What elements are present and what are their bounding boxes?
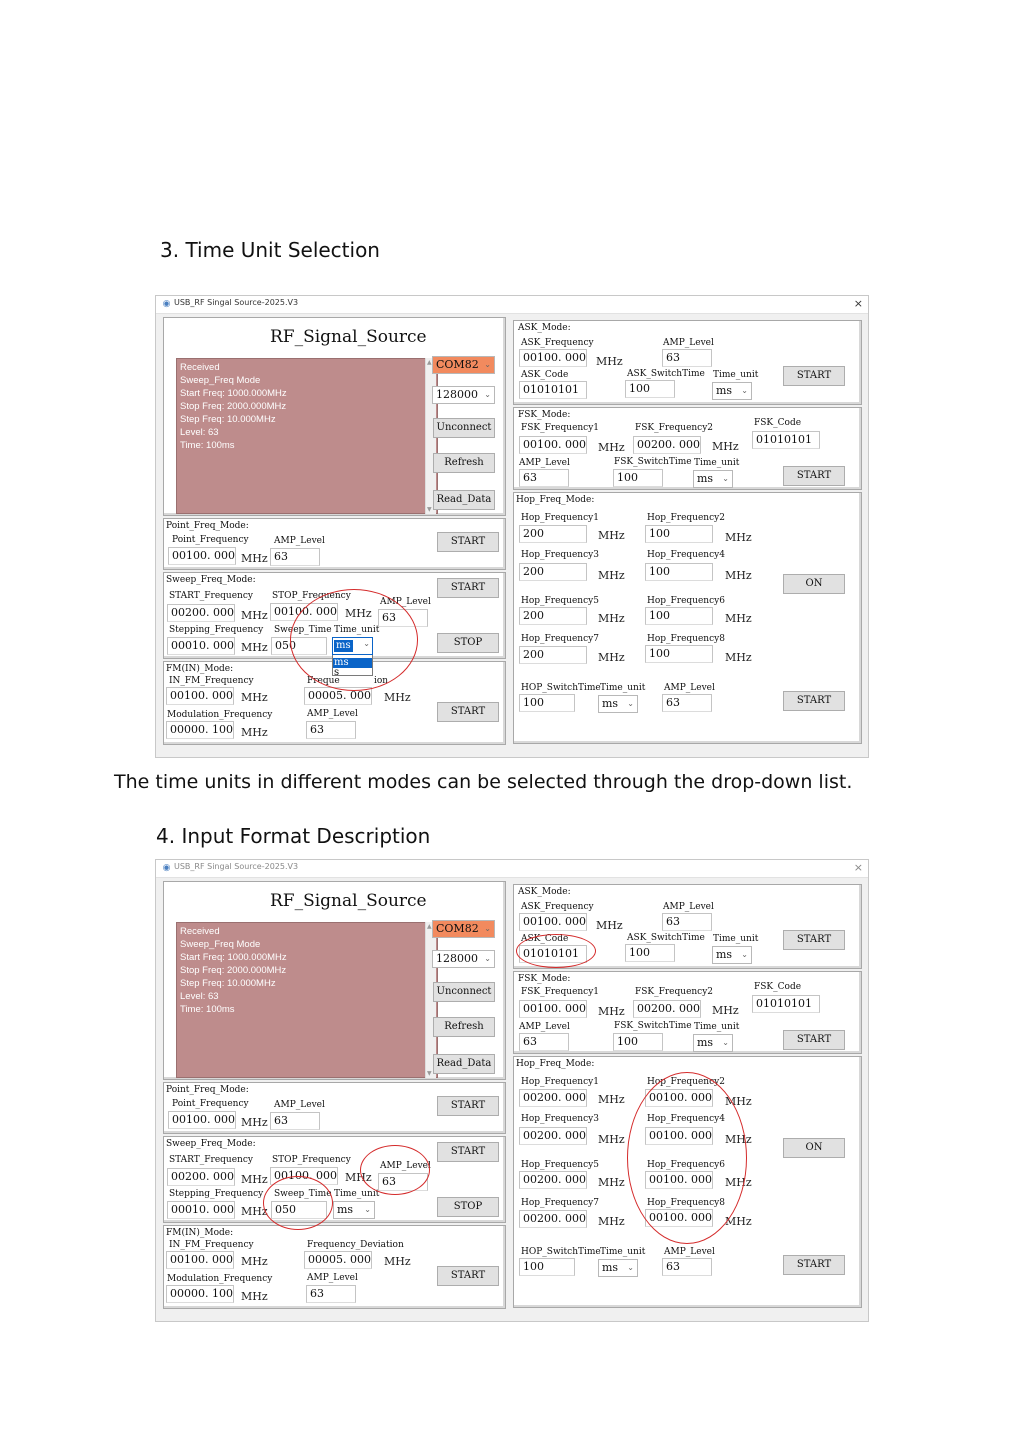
hop-f3-label: Hop_Frequency3 — [521, 550, 599, 560]
unit-mhz: MHz — [241, 609, 268, 622]
hop-start-button[interactable]: START — [783, 1255, 845, 1275]
unit-mhz: MHz — [725, 569, 752, 582]
log-line: Sweep_Freq Mode — [180, 375, 261, 386]
log-line: Step Freq: 10.000MHz — [180, 414, 276, 425]
hop-mode-label: Hop_Freq_Mode: — [516, 495, 595, 505]
sweep-step-label: Stepping_Frequency — [169, 1189, 264, 1199]
hop-switch-input[interactable]: 100 — [519, 694, 575, 712]
hop-mode-label: Hop_Freq_Mode: — [516, 1059, 595, 1069]
unit-mhz: MHz — [241, 1116, 268, 1129]
point-mode-label: Point_Freq_Mode: — [166, 521, 249, 531]
scroll-up-icon[interactable]: ▲ — [427, 359, 432, 366]
fsk-f1-input[interactable]: 00100. 000 — [519, 1000, 587, 1018]
ask-mode-label: ASK_Mode: — [518, 323, 571, 333]
window-title: USB_RF Singal Source-2025.V3 — [174, 298, 299, 307]
control-panel — [163, 317, 506, 516]
annotation-circle-ask-code — [516, 934, 596, 968]
fm-dev-label-b: ion — [374, 676, 389, 686]
baud-select[interactable] — [432, 386, 495, 404]
hop-f6-label: Hop_Frequency6 — [647, 1160, 725, 1170]
fsk-f2-label: FSK_Frequency2 — [635, 987, 714, 997]
hop-f2-label: Hop_Frequency2 — [647, 513, 725, 523]
sweep-unit-value: ms — [336, 640, 351, 651]
point-freq-panel — [163, 1082, 506, 1134]
hop-unit-select[interactable] — [598, 695, 638, 713]
fsk-unit-select[interactable] — [693, 1034, 733, 1052]
fsk-code-label: FSK_Code — [754, 418, 802, 428]
ask-switch-input[interactable]: 100 — [625, 944, 675, 962]
ask-code-input[interactable]: 01010101 — [519, 945, 587, 963]
unit-mhz: MHz — [241, 1205, 268, 1218]
refresh-button[interactable]: Refresh — [433, 453, 495, 473]
ask-switch-input[interactable]: 100 — [625, 380, 675, 398]
unit-mhz: MHz — [725, 1095, 752, 1108]
fsk-mode-panel — [513, 407, 862, 490]
fsk-mode-label: FSK_Mode: — [518, 410, 571, 420]
unit-mhz: MHz — [596, 919, 623, 932]
fm-dev-input[interactable]: 00005. 000 — [304, 1251, 372, 1269]
unit-mhz: MHz — [241, 691, 268, 704]
fm-mod-input[interactable]: 00000. 100 — [166, 1285, 234, 1303]
received-log — [176, 922, 438, 1078]
unit-mhz: MHz — [725, 1133, 752, 1146]
ask-start-button[interactable]: START — [783, 930, 845, 950]
ask-unit-label: Time_unit — [713, 934, 759, 944]
log-line: Received — [180, 362, 220, 373]
point-amp-input[interactable]: 63 — [270, 548, 320, 566]
hop-unit-value: ms — [602, 1261, 619, 1274]
unit-mhz: MHz — [725, 651, 752, 664]
fsk-f1-input[interactable]: 00100. 000 — [519, 436, 587, 454]
unit-mhz: MHz — [725, 531, 752, 544]
hop-f1-label: Hop_Frequency1 — [521, 513, 599, 523]
unit-mhz: MHz — [598, 651, 625, 664]
sweep-stop-button[interactable]: STOP — [437, 1197, 499, 1217]
chevron-down-icon: ⌄ — [741, 950, 748, 959]
fm-start-button[interactable]: START — [437, 702, 499, 722]
fm-in-input[interactable]: 00100. 000 — [166, 687, 234, 705]
hop-unit-label: Time_unit — [600, 683, 646, 693]
sweep-start-label: START_Frequency — [169, 591, 253, 601]
sweep-time-input[interactable]: 050 — [271, 637, 327, 655]
fsk-unit-label: Time_unit — [694, 458, 740, 468]
fsk-start-button[interactable]: START — [783, 466, 845, 486]
unconnect-button[interactable]: Unconnect — [433, 418, 495, 438]
unit-mhz: MHz — [598, 1215, 625, 1228]
hop-f1-input[interactable]: 00200. 000 — [519, 1089, 587, 1107]
hop-unit-value: ms — [602, 697, 619, 710]
log-line: Level: 63 — [180, 427, 219, 438]
fsk-f2-label: FSK_Frequency2 — [635, 423, 714, 433]
app-title: RF_Signal_Source — [270, 327, 427, 347]
log-line: Start Freq: 1000.000MHz — [180, 388, 287, 399]
chevron-down-icon: ⌄ — [627, 1263, 634, 1272]
hop-amp-input[interactable]: 63 — [662, 694, 712, 712]
title-bar — [156, 296, 868, 314]
hop-f1-label: Hop_Frequency1 — [521, 1077, 599, 1087]
point-freq-label: Point_Frequency — [172, 1099, 249, 1109]
fm-amp-input[interactable]: 63 — [306, 721, 356, 739]
hop-f8-input[interactable]: 100 — [645, 645, 713, 663]
chevron-down-icon: ⌄ — [484, 390, 491, 399]
hop-amp-input[interactable]: 63 — [662, 1258, 712, 1276]
sweep-start-label: START_Frequency — [169, 1155, 253, 1165]
hop-f4-input[interactable]: 00100. 000 — [645, 1127, 713, 1145]
close-icon[interactable]: × — [853, 297, 863, 310]
fm-amp-label: AMP_Level — [307, 1273, 358, 1283]
hop-f5-input[interactable]: 200 — [519, 607, 587, 625]
ask-mode-panel — [513, 320, 862, 405]
unit-mhz: MHz — [345, 1171, 372, 1184]
sweep-stop-input[interactable]: 00100. 000 — [270, 1167, 338, 1185]
sweep-amp-input[interactable]: 63 — [378, 609, 428, 627]
sweep-unit-label: Time_unit — [334, 1189, 380, 1199]
fsk-f1-label: FSK_Frequency1 — [521, 423, 600, 433]
fsk-switch-label: FSK_SwitchTime — [614, 457, 692, 467]
fsk-unit-value: ms — [697, 472, 714, 485]
unit-mhz: MHz — [725, 1176, 752, 1189]
unit-mhz: MHz — [598, 612, 625, 625]
time-unit-caption: The time units in different modes can be selected through the drop-down list. — [114, 771, 853, 793]
ask-unit-select[interactable] — [712, 946, 752, 964]
signal-icon: ◉ — [162, 863, 171, 873]
sweep-unit-label: Time_unit — [334, 625, 380, 635]
hop-amp-label: AMP_Level — [664, 1247, 715, 1257]
point-freq-panel — [163, 518, 506, 570]
annotation-circle-hop-frequencies — [627, 1072, 747, 1244]
signal-icon: ◉ — [162, 299, 171, 309]
fsk-unit-value: ms — [697, 1036, 714, 1049]
fsk-switch-input[interactable]: 100 — [613, 469, 663, 487]
log-line: Stop Freq: 2000.000MHz — [180, 965, 287, 976]
chevron-down-icon: ⌄ — [364, 1205, 371, 1214]
hop-f1-input[interactable]: 200 — [519, 525, 587, 543]
control-panel — [163, 881, 506, 1080]
dropdown-option-ms[interactable]: ms — [333, 658, 372, 668]
point-start-button[interactable]: START — [437, 532, 499, 552]
unit-mhz: MHz — [384, 691, 411, 704]
hop-unit-label: Time_unit — [600, 1247, 646, 1257]
fsk-amp-label: AMP_Level — [519, 1022, 570, 1032]
sweep-step-input[interactable]: 00010. 000 — [167, 1201, 235, 1219]
ask-switch-label: ASK_SwitchTime — [627, 933, 705, 943]
chevron-down-icon: ⌄ — [741, 386, 748, 395]
log-line: Level: 63 — [180, 991, 219, 1002]
hop-f8-input[interactable]: 00100. 000 — [645, 1209, 713, 1227]
sweep-mode-label: Sweep_Freq_Mode: — [166, 1139, 256, 1149]
baud-value: 128000 — [436, 952, 478, 965]
fsk-amp-input[interactable]: 63 — [519, 1033, 569, 1051]
fsk-amp-label: AMP_Level — [519, 458, 570, 468]
hop-f6-label: Hop_Frequency6 — [647, 596, 725, 606]
log-line: Step Freq: 10.000MHz — [180, 978, 276, 989]
fsk-start-button[interactable]: START — [783, 1030, 845, 1050]
com-port-value: COM82 — [436, 358, 479, 371]
title-bar — [156, 860, 868, 878]
unit-mhz: MHz — [241, 1173, 268, 1186]
sweep-stop-label: STOP_Frequency — [272, 1155, 351, 1165]
hop-on-button[interactable]: ON — [783, 1138, 845, 1158]
fm-amp-input[interactable]: 63 — [306, 1285, 356, 1303]
ask-freq-label: ASK_Frequency — [521, 338, 594, 348]
fsk-switch-label: FSK_SwitchTime — [614, 1021, 692, 1031]
unit-mhz: MHz — [598, 569, 625, 582]
sweep-stop-input[interactable]: 00100. 000 — [270, 603, 338, 621]
unit-mhz: MHz — [598, 529, 625, 542]
sweep-time-input[interactable]: 050 — [271, 1201, 327, 1219]
fsk-f2-input[interactable]: 00200. 000 — [633, 436, 701, 454]
unit-mhz: MHz — [712, 440, 739, 453]
hop-on-button[interactable]: ON — [783, 574, 845, 594]
sweep-mode-label: Sweep_Freq_Mode: — [166, 575, 256, 585]
hop-f8-label: Hop_Frequency8 — [647, 1198, 725, 1208]
annotation-circle-amp-level — [360, 1145, 430, 1195]
unit-mhz: MHz — [345, 607, 372, 620]
section-heading-input-format: 4. Input Format Description — [156, 824, 431, 848]
chevron-down-icon: ⌄ — [722, 474, 729, 483]
point-mode-label: Point_Freq_Mode: — [166, 1085, 249, 1095]
hop-mode-panel — [513, 492, 862, 744]
read-data-button[interactable]: Read_Data — [433, 1054, 495, 1074]
hop-amp-label: AMP_Level — [664, 683, 715, 693]
log-line: Stop Freq: 2000.000MHz — [180, 401, 287, 412]
sweep-start-button[interactable]: START — [437, 1142, 499, 1162]
scroll-down-icon[interactable]: ▼ — [427, 1070, 432, 1077]
hop-f3-input[interactable]: 00200. 000 — [519, 1127, 587, 1145]
hop-start-button[interactable]: START — [783, 691, 845, 711]
ask-unit-value: ms — [716, 948, 733, 961]
section-heading-time-unit: 3. Time Unit Selection — [160, 238, 380, 262]
baud-value: 128000 — [436, 388, 478, 401]
unit-mhz: MHz — [598, 1005, 625, 1018]
fsk-code-label: FSK_Code — [754, 982, 802, 992]
fm-mod-label: Modulation_Frequency — [167, 1274, 273, 1284]
ask-unit-value: ms — [716, 384, 733, 397]
window-title: USB_RF Singal Source-2025.V3 — [174, 862, 299, 871]
hop-f5-label: Hop_Frequency5 — [521, 1160, 599, 1170]
fm-in-label: IN_FM_Frequency — [169, 676, 254, 686]
ask-amp-input[interactable]: 63 — [662, 913, 712, 931]
baud-select[interactable] — [432, 950, 495, 968]
close-icon[interactable]: × — [853, 861, 863, 874]
sweep-start-input[interactable]: 00200. 000 — [167, 604, 235, 622]
point-start-button[interactable]: START — [437, 1096, 499, 1116]
hop-f3-label: Hop_Frequency3 — [521, 1114, 599, 1124]
unit-mhz: MHz — [598, 441, 625, 454]
unit-mhz: MHz — [598, 1093, 625, 1106]
hop-f4-label: Hop_Frequency4 — [647, 550, 725, 560]
fsk-amp-input[interactable]: 63 — [519, 469, 569, 487]
point-freq-input[interactable]: 00100. 000 — [168, 1111, 236, 1129]
ask-code-label: ASK_Code — [521, 370, 569, 380]
hop-f4-label: Hop_Frequency4 — [647, 1114, 725, 1124]
fsk-f2-input[interactable]: 00200. 000 — [633, 1000, 701, 1018]
unit-mhz: MHz — [725, 1215, 752, 1228]
ask-code-input[interactable]: 01010101 — [519, 381, 587, 399]
annotation-circle — [290, 589, 418, 691]
log-line: Time: 100ms — [180, 1004, 235, 1015]
hop-f2-input[interactable]: 100 — [645, 525, 713, 543]
log-line: Sweep_Freq Mode — [180, 939, 261, 950]
app-window-2 — [155, 859, 869, 1322]
hop-switch-label: HOP_SwitchTime — [521, 683, 601, 693]
chevron-down-icon: ⌄ — [484, 924, 491, 933]
com-port-value: COM82 — [436, 922, 479, 935]
sweep-start-button[interactable]: START — [437, 578, 499, 598]
com-port-select[interactable] — [432, 356, 495, 374]
sweep-amp-label: AMP_Level — [380, 597, 431, 607]
sweep-amp-input[interactable]: 63 — [378, 1173, 428, 1191]
hop-switch-input[interactable]: 100 — [519, 1258, 575, 1276]
hop-unit-select[interactable] — [598, 1259, 638, 1277]
hop-f7-label: Hop_Frequency7 — [521, 634, 599, 644]
hop-f2-label: Hop_Frequency2 — [647, 1077, 725, 1087]
point-freq-label: Point_Frequency — [172, 535, 249, 545]
log-line: Received — [180, 926, 220, 937]
hop-f7-label: Hop_Frequency7 — [521, 1198, 599, 1208]
sweep-freq-panel — [163, 1136, 506, 1223]
hop-f6-input[interactable]: 00100. 000 — [645, 1171, 713, 1189]
fsk-unit-select[interactable] — [693, 470, 733, 488]
chevron-down-icon: ⌄ — [363, 639, 370, 648]
unit-mhz: MHz — [725, 612, 752, 625]
sweep-start-input[interactable]: 00200. 000 — [167, 1168, 235, 1186]
sweep-unit-value: ms — [337, 1203, 354, 1216]
sweep-amp-label: AMP_Level — [380, 1161, 431, 1171]
hop-f5-input[interactable]: 00200. 000 — [519, 1171, 587, 1189]
hop-f6-input[interactable]: 100 — [645, 607, 713, 625]
unit-mhz: MHz — [598, 1176, 625, 1189]
unit-mhz: MHz — [241, 1255, 268, 1268]
unit-mhz: MHz — [384, 1255, 411, 1268]
fm-in-input[interactable]: 00100. 000 — [166, 1251, 234, 1269]
fm-dev-input[interactable]: 00005. 000 — [304, 687, 372, 705]
log-line: Time: 100ms — [180, 440, 235, 451]
sweep-unit-select[interactable] — [333, 1201, 375, 1219]
received-log — [176, 358, 438, 514]
com-port-select[interactable] — [432, 920, 495, 938]
point-freq-input[interactable]: 00100. 000 — [168, 547, 236, 565]
fm-amp-label: AMP_Level — [307, 709, 358, 719]
dropdown-option-s[interactable]: s — [334, 666, 340, 678]
fm-start-button[interactable]: START — [437, 1266, 499, 1286]
fm-mod-label: Modulation_Frequency — [167, 710, 273, 720]
ask-mode-label: ASK_Mode: — [518, 887, 571, 897]
fm-mode-label: FM(IN)_Mode: — [166, 1228, 234, 1238]
ask-freq-input[interactable]: 00100. 000 — [519, 349, 587, 367]
ask-code-label: ASK_Code — [521, 934, 569, 944]
fsk-mode-label: FSK_Mode: — [518, 974, 571, 984]
sweep-step-input[interactable]: 00010. 000 — [167, 637, 235, 655]
ask-freq-label: ASK_Frequency — [521, 902, 594, 912]
sweep-step-label: Stepping_Frequency — [169, 625, 264, 635]
fsk-mode-panel — [513, 971, 862, 1054]
point-amp-input[interactable]: 63 — [270, 1112, 320, 1130]
fm-mode-panel — [163, 1225, 506, 1309]
hop-f5-label: Hop_Frequency5 — [521, 596, 599, 606]
sweep-time-label: Sweep_Time — [274, 1189, 332, 1199]
fsk-switch-input[interactable]: 100 — [613, 1033, 663, 1051]
chevron-down-icon: ⌄ — [722, 1038, 729, 1047]
fm-dev-label-a: Freque — [307, 676, 340, 686]
hop-f2-input[interactable]: 00100. 000 — [645, 1089, 713, 1107]
ask-freq-input[interactable]: 00100. 000 — [519, 913, 587, 931]
ask-unit-label: Time_unit — [713, 370, 759, 380]
app-title: RF_Signal_Source — [270, 891, 427, 911]
hop-switch-label: HOP_SwitchTime — [521, 1247, 601, 1257]
point-amp-label: AMP_Level — [274, 1100, 325, 1110]
ask-amp-input[interactable]: 63 — [662, 349, 712, 367]
log-line: Start Freq: 1000.000MHz — [180, 952, 287, 963]
unit-mhz: MHz — [241, 1290, 268, 1303]
read-data-button[interactable]: Read_Data — [433, 490, 495, 510]
fm-in-label: IN_FM_Frequency — [169, 1240, 254, 1250]
fsk-f1-label: FSK_Frequency1 — [521, 987, 600, 997]
unit-mhz: MHz — [596, 355, 623, 368]
hop-f7-input[interactable]: 200 — [519, 646, 587, 664]
hop-f4-input[interactable]: 100 — [645, 563, 713, 581]
unit-mhz: MHz — [241, 552, 268, 565]
app-window-1 — [155, 295, 869, 758]
unit-mhz: MHz — [712, 1004, 739, 1017]
scroll-down-icon[interactable]: ▼ — [427, 506, 432, 513]
ask-amp-label: AMP_Level — [663, 902, 714, 912]
point-amp-label: AMP_Level — [274, 536, 325, 546]
ask-amp-label: AMP_Level — [663, 338, 714, 348]
sweep-stop-label: STOP_Frequency — [272, 591, 351, 601]
fm-mode-label: FM(IN)_Mode: — [166, 664, 234, 674]
hop-f7-input[interactable]: 00200. 000 — [519, 1210, 587, 1228]
fm-mod-input[interactable]: 00000. 100 — [166, 721, 234, 739]
fsk-unit-label: Time_unit — [694, 1022, 740, 1032]
ask-start-button[interactable]: START — [783, 366, 845, 386]
fm-dev-label: Frequency_Deviation — [307, 1240, 404, 1250]
hop-f3-input[interactable]: 200 — [519, 563, 587, 581]
unit-mhz: MHz — [241, 641, 268, 654]
annotation-circle-sweep-time — [263, 1176, 333, 1230]
unconnect-button[interactable]: Unconnect — [433, 982, 495, 1002]
fsk-code-input[interactable]: 01010101 — [752, 995, 820, 1013]
unit-mhz: MHz — [598, 1133, 625, 1146]
ask-switch-label: ASK_SwitchTime — [627, 369, 705, 379]
sweep-stop-button[interactable]: STOP — [437, 633, 499, 653]
chevron-down-icon: ⌄ — [484, 954, 491, 963]
scroll-up-icon[interactable]: ▲ — [427, 923, 432, 930]
sweep-time-label: Sweep_Time — [274, 625, 332, 635]
chevron-down-icon: ⌄ — [484, 360, 491, 369]
hop-f8-label: Hop_Frequency8 — [647, 634, 725, 644]
fsk-code-input[interactable]: 01010101 — [752, 431, 820, 449]
chevron-down-icon: ⌄ — [627, 699, 634, 708]
unit-mhz: MHz — [241, 726, 268, 739]
ask-unit-select[interactable] — [712, 382, 752, 400]
refresh-button[interactable]: Refresh — [433, 1017, 495, 1037]
